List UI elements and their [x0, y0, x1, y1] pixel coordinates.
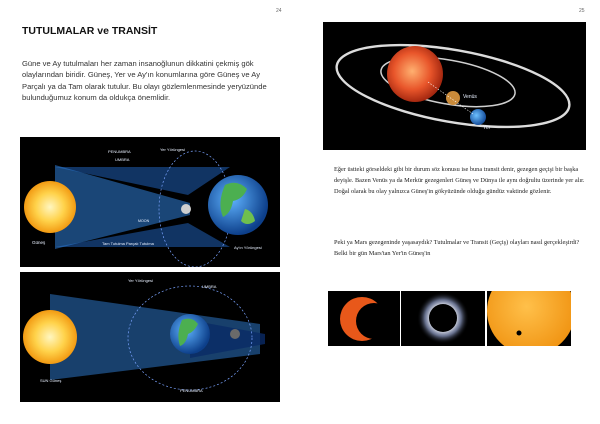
page-number: 24	[276, 8, 282, 14]
solar-eclipse-photo	[328, 291, 400, 346]
penumbra-label: PENUMBRA	[108, 149, 131, 154]
sun-label: Güneş	[32, 240, 46, 245]
earth-orbit-label: Yer Yörüngesi	[128, 278, 153, 283]
earth-orbit-label: Yer Yörüngesi	[160, 147, 185, 152]
moon-image	[181, 204, 191, 214]
moon-image	[429, 304, 457, 332]
page-title: TUTULMALAR ve TRANSİT	[22, 25, 158, 37]
earth-orbit	[331, 30, 576, 142]
intro-paragraph: Güne ve Ay tutulmaları her zaman insanoğlunun dikkatini çekmiş gök olaylarından biridir. Güneş, Yer ve Ay'ın konumlarına göre Güneş ve Ay Parçalı ya da Tam olarak tutulur. Bu olayı gözlemlenmesinde yeryüzünde bulunduğumuz konum da oldukça önemlidir.	[22, 59, 267, 103]
paragraph-mars: Peki ya Mars gezegeninde yaşasaydık? Tutulmalar ve Transit (Geçiş) olayları nasıl gerçekleşirdi? Belki bir gün Mars'tan Yer'in Güneş'in	[334, 239, 580, 257]
earth-image	[470, 109, 486, 125]
earth-label: Yer	[483, 125, 491, 131]
moon-image	[356, 303, 392, 339]
umbra-label: UMBRA	[202, 284, 217, 289]
transit-figure	[323, 22, 586, 150]
sun-image	[23, 310, 77, 364]
umbra-label: UMBRA	[115, 157, 130, 162]
moon-label: MOON	[138, 219, 150, 223]
sun-image	[24, 181, 76, 233]
right-page	[300, 0, 600, 424]
penumbra-label: PENUMBRA	[180, 388, 203, 393]
total-partial-label: Tam Tutulma Parçalı Tutulma	[102, 241, 154, 246]
solar-eclipse-figure	[20, 137, 280, 267]
sun-image	[487, 291, 571, 346]
sun-label: SUN Güneş	[40, 378, 62, 383]
total-eclipse-photo	[401, 291, 485, 346]
venus-label: Venüs	[463, 94, 477, 100]
lunar-eclipse-figure	[20, 272, 280, 402]
planet-dot	[517, 331, 522, 336]
moon-orbit-label: Ay'ın Yörüngesi	[234, 245, 262, 250]
moon-image	[230, 329, 240, 339]
page-number: 25	[579, 8, 585, 14]
sun-image	[387, 46, 443, 102]
transit-photo	[487, 291, 571, 346]
paragraph-transit: Eğer üstteki görseldeki gibi bir durum söz konusu ise buna transit denir, gezegen geçişi bir başka deyişle. Bazen Venüs ya da Merkür gezegenleri Güneş ve Dünya ile aynı doğrultu üzerinde yer alır. Doğal olarak bu olay yalnızca Güneş'in gökyüzünde olduğu gündüz vaktinde gözlenir.	[334, 166, 585, 195]
